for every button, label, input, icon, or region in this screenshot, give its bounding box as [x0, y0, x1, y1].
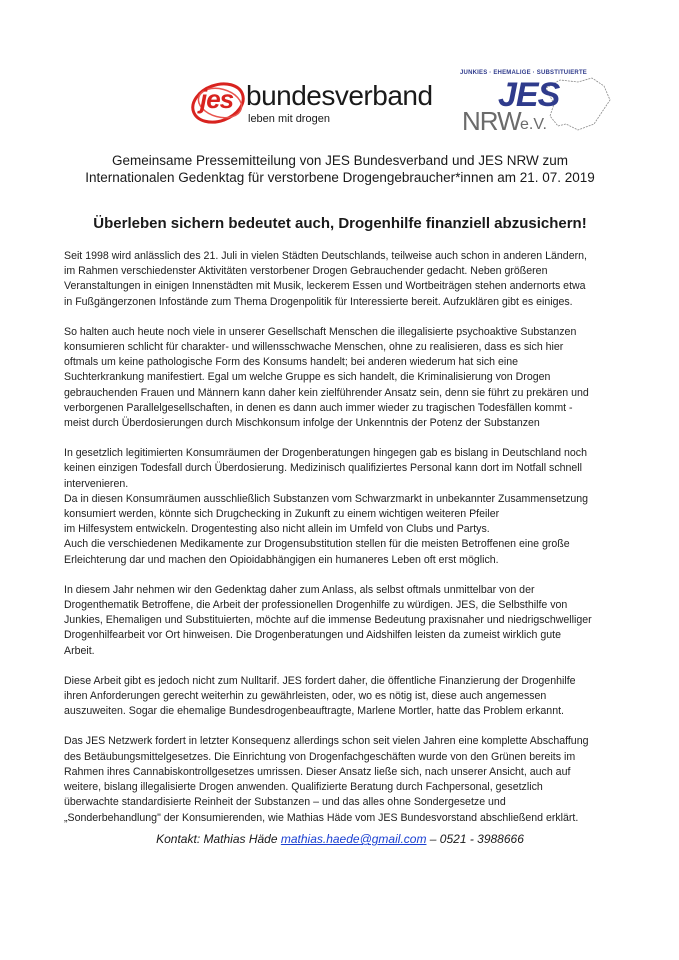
body-paragraph	[64, 325, 624, 431]
paragraph-line: auszuweiten. Sogar die ehemalige Bundesdrogenbeauftragte, Marlene Mortler, hatte das Problem erkannt.	[64, 705, 564, 718]
paragraph-line: konsumiert werden, könnte sich Drugchecking in Zukunft zu einem wichtigen weiteren Pfeiler	[64, 508, 500, 521]
press-release-body	[64, 249, 624, 841]
body-paragraph	[64, 249, 624, 310]
paragraph-line: „Sonderbehandlung" der Konsumierenden, wie Mathias Häde vom JES Bundesvorstand abschließend erklärt.	[64, 811, 579, 824]
contact-label: Kontakt: Mathias Häde	[156, 832, 281, 846]
paragraph-line: des Betäubungsmittelgesetzes. Die Einrichtung von Drogenfachgeschäften wurde von den Grünen bereits im	[64, 750, 576, 763]
paragraph-line: gebrauchenden Frauen und Männern kann daher kein zielführender Ansatz sein, denn sie führt zu prekären und	[64, 386, 589, 399]
paragraph-line: in Fußgängerzonen Infostände zum Thema Drogenpolitik für Interessierte bereit. Aufzuklären gibt es einiges.	[64, 295, 573, 308]
paragraph-line: Suchterkrankung manifestiert. Egal um welche Gruppe es sich handelt, die Kriminalisierung von Drogen	[64, 371, 551, 384]
paragraph-line: keinen einzigen Todesfall durch Überdosierung. Medizinisch qualifiziertes Personal kann dort im Notfall schnell	[64, 462, 582, 475]
contact-line	[40, 832, 640, 846]
body-paragraph	[64, 734, 624, 825]
paragraph-line: ihren Anforderungen gerecht weiterhin zu gewährleisten, oder, wo es nötig ist, diese auch angemessen	[64, 690, 547, 703]
press-release-heading	[40, 152, 640, 186]
contact-separator: –	[426, 832, 440, 846]
paragraph-line: Drogenhilfearbeit vor Ort hinweisen. Die Drogenberatungen und Aidshilfen leisten da zumeist wirklich gute	[64, 629, 562, 642]
paragraph-line: Junkies, Ehemaligen und Substituierten, möchte auf die immense Bedeutung praxisnaher und niedrigschwelliger	[64, 614, 592, 627]
logo-tagline: leben mit drogen	[248, 113, 330, 125]
logo-org-name: bundesverband	[246, 80, 433, 111]
paragraph-line: In diesem Jahr nehmen wir den Gedenktag daher zum Anlass, als selbst oftmals unmittelbar von der	[64, 583, 535, 596]
paragraph-line: weitere, bislang illegalisierte Drogen anwenden. Qualifizierte Beratung durch Fachpersonal, gesetzlich	[64, 781, 543, 794]
jes-nrw-logo	[456, 70, 616, 136]
jes-bundesverband-logo	[190, 80, 440, 130]
paragraph-line: Arbeit.	[64, 644, 95, 657]
logo-jes-mark: jes	[200, 84, 234, 114]
paragraph-line: So halten auch heute noch viele in unserer Gesellschaft Menschen die illegalisierte psychoaktive Substanzen	[64, 325, 577, 338]
paragraph-line: Drogenthematik Betroffene, die Arbeit der professionellen Drogenhilfe zu würdigen. JES, die Selbsthilfe von	[64, 599, 568, 612]
paragraph-line: In gesetzlich legitimierten Konsumräumen der Drogenberatungen hingegen gab es bislang in Deutschland noch	[64, 447, 587, 460]
paragraph-line: Da in diesen Konsumräumen ausschließlich Substanzen vom Schwarzmarkt in unbekannter Zusammensetzung	[64, 492, 589, 505]
paragraph-line: überwachte standardisierte Reinheit der Substanzen – und das alles ohne Sondergesetze und	[64, 796, 506, 809]
contact-phone: 0521 - 3988666	[439, 832, 524, 846]
paragraph-line: Erleichterung dar und machen den Opioidabhängigen ein humaneres Leben oft erst möglich.	[64, 553, 499, 566]
logo-nrw-suffix: e.V.	[520, 116, 547, 133]
paragraph-line: im Hilfesystem entwickeln. Drogentesting also nicht allein im Umfeld von Clubs und Partys.	[64, 523, 490, 536]
logo-nrw-tagline: JUNKIES · EHEMALIGE · SUBSTITUIERTE	[460, 70, 588, 76]
paragraph-line: verborgenen Parallelgesellschaften, in denen es dann auch immer wieder zu tragischen Todesfällen kommt -	[64, 401, 573, 414]
logo-nrw-mark: JES	[498, 76, 560, 114]
contact-email-link[interactable]: mathias.haede@gmail.com	[280, 832, 427, 846]
paragraph-line: Seit 1998 wird anlässlich des 21. Juli in vielen Städten Deutschlands, teilweise auch schon in anderen Ländern,	[64, 250, 587, 262]
press-release-title: Überleben sichern bedeutet auch, Drogenhilfe finanziell abzusichern!	[93, 215, 587, 232]
paragraph-line: Das JES Netzwerk fordert in letzter Konsequenz allerdings schon seit vielen Jahren eine komplette Abschaffung	[64, 735, 589, 748]
paragraph-line: Veranstaltungen in einigen Innenstädten mit Musik, leckerem Essen und Wortbeiträgen stehen andernorts etwa	[64, 280, 586, 293]
body-paragraph	[64, 674, 624, 720]
body-paragraph	[64, 583, 624, 659]
paragraph-line: Diese Arbeit gibt es jedoch nicht zum Nulltarif. JES fordert daher, die öffentliche Finanzierung der Drogenhilfe	[64, 674, 576, 687]
paragraph-line: Rahmen ihres Cannabiskontrollgesetzes umrissen. Dieser Ansatz ließe sich, nach unserer Ansicht, auch auf	[64, 765, 571, 778]
heading-line-2: Internationalen Gedenktag für verstorbene Drogengebraucher*innen am 21. 07. 2019	[85, 170, 595, 185]
heading-line-1: Gemeinsame Pressemitteilung von JES Bundesverband und JES NRW zum	[112, 153, 568, 168]
paragraph-line: konsumieren schlicht für charakter- und willensschwache Menschen, ohne zu realisieren, dass es sich hier	[64, 341, 564, 354]
body-paragraph	[64, 446, 624, 568]
paragraph-line: intervenieren.	[64, 477, 129, 490]
paragraph-line: Auch die verschiedenen Medikamente zur Drogensubstitution stellen für die meisten Betroffenen eine große	[64, 538, 570, 551]
paragraph-line: meist durch Überdosierungen durch Mischkonsum infolge der Unkenntnis der Potenz der Substanzen	[64, 417, 540, 430]
paragraph-line: oftmals um keine pathologische Form des Konsums handelt; bei anderen wiederum hat sich eine	[64, 356, 519, 369]
paragraph-line: im Rahmen verschiedenster Aktivitäten verstorbener Drogen Gebrauchender gedacht. Neben größeren	[64, 265, 548, 278]
logo-nrw-region: NRW	[462, 106, 521, 136]
